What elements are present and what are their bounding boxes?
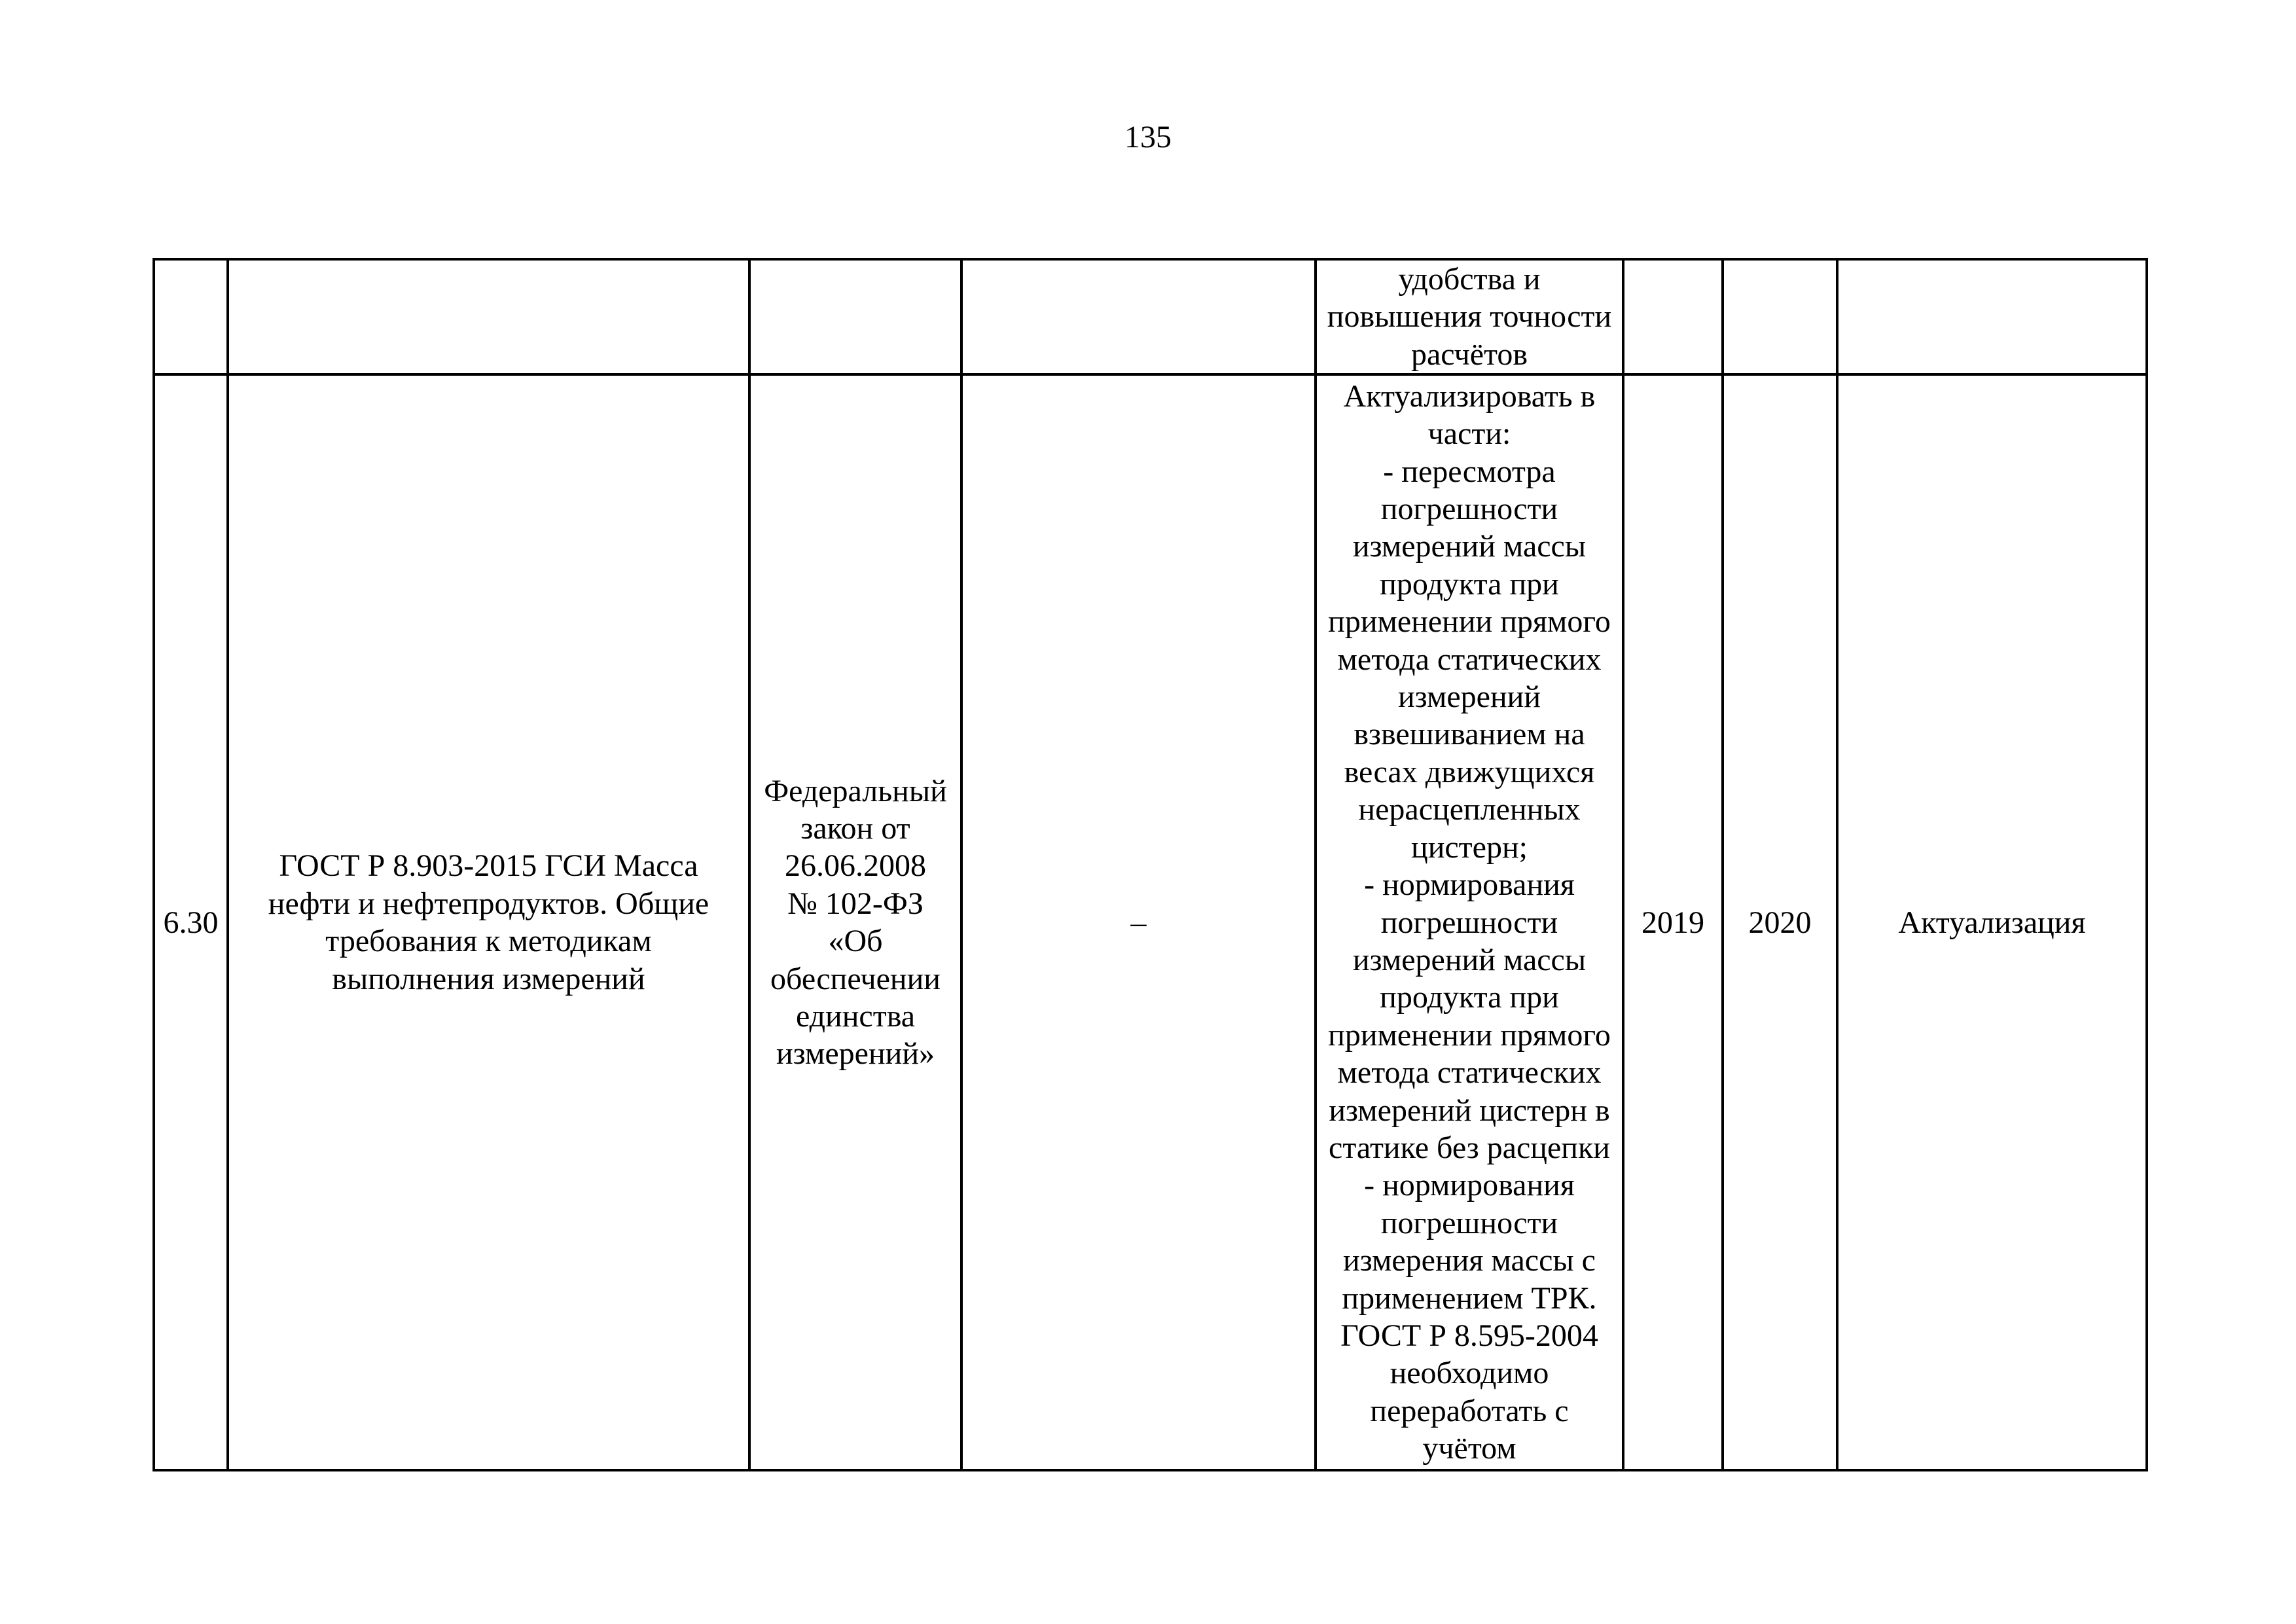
table-row-6-30	[154, 374, 2147, 1470]
table-row-continuation	[154, 259, 2147, 374]
cell-document	[228, 259, 749, 374]
cell-start-year	[1623, 259, 1723, 374]
basis-text: Федеральный закон от 26.06.2008 № 102-ФЗ «Об обеспечении единства измерений»	[764, 773, 947, 1072]
page-number: 135	[1124, 120, 1172, 154]
cell-justification	[1316, 374, 1623, 1470]
cell-work-type: Актуализация	[1837, 374, 2147, 1470]
cell-basis	[749, 259, 961, 374]
cell-num	[154, 259, 228, 374]
cell-replaced	[961, 259, 1316, 374]
cell-justification	[1316, 259, 1623, 374]
cell-basis	[749, 374, 961, 1470]
cell-work-type	[1837, 259, 2147, 374]
cell-end-year	[1723, 259, 1837, 374]
cell-replaced: –	[961, 374, 1316, 1470]
cell-num: 6.30	[154, 374, 228, 1470]
standards-table	[152, 258, 2148, 1471]
justification-text: удобства и повышения точности расчётов	[1327, 262, 1612, 372]
document-title: ГОСТ Р 8.903-2015 ГСИ Масса нефти и нефтепродуктов. Общие требования к методикам выполнения измерений	[268, 848, 709, 996]
cell-document	[228, 374, 749, 1470]
cell-start-year: 2019	[1623, 374, 1723, 1470]
cell-end-year: 2020	[1723, 374, 1837, 1470]
justification-text: Актуализировать в части: - пересмотра погрешности измерений массы продукта при применении прямого метода статических измерений взвешиванием на весах движущихся нерасцепленных цистерн; - нормирования погрешности измерений массы продукта при применении прямого метода статических измерений цистерн в статике без расцепки - нормирования погрешности измерения массы с применением ТРК. ГОСТ Р 8.595-2004 необходимо переработать с учётом	[1328, 378, 1611, 1466]
